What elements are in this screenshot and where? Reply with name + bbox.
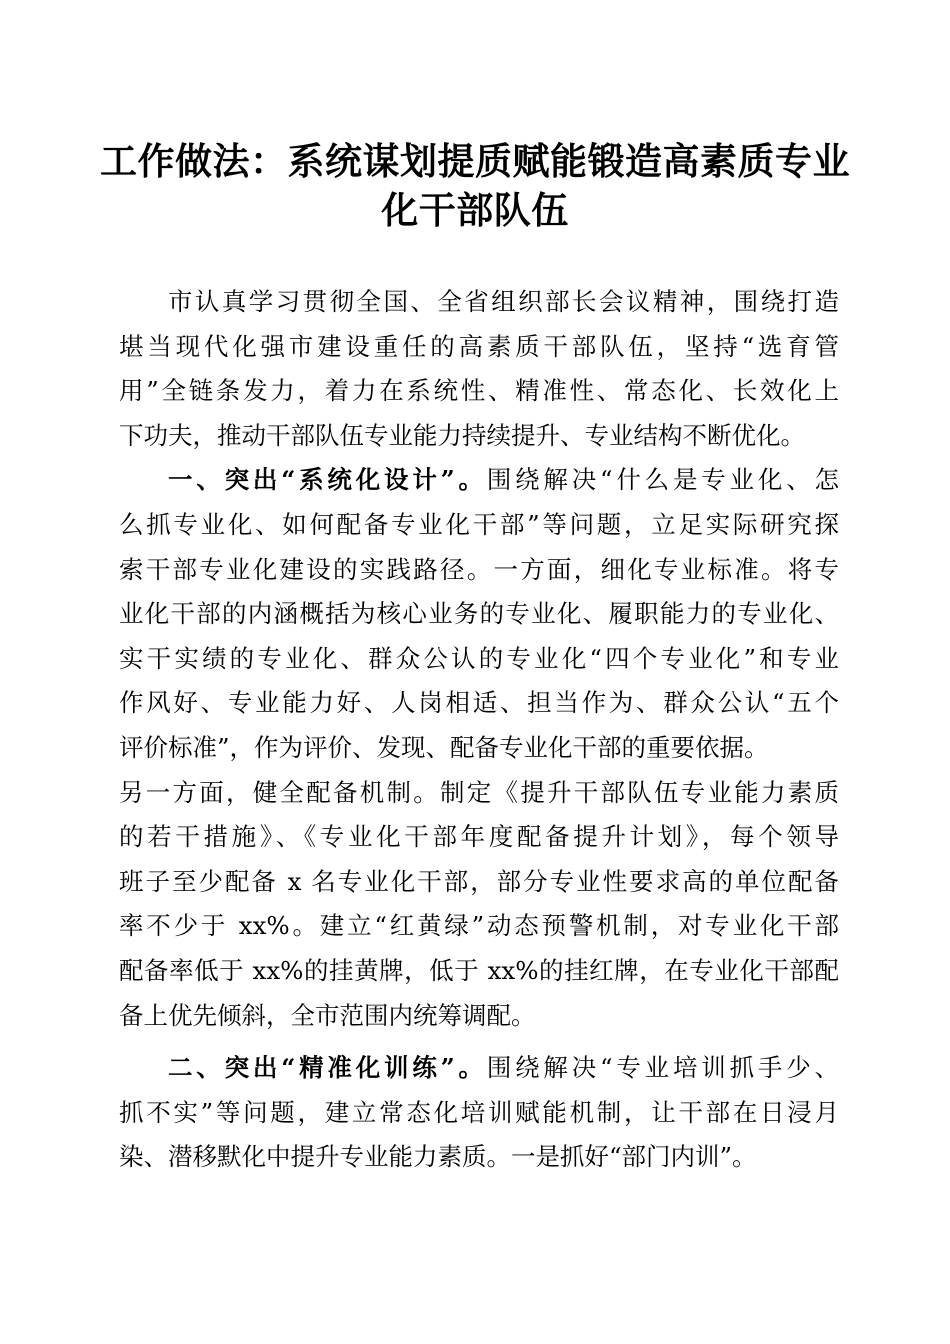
section1-line: 么抓专业化、如何配备专业化干部”等问题，立足实际研究探	[119, 509, 839, 539]
document-body	[119, 280, 839, 1180]
section1-line: 实干实绩的专业化、群众公认的专业化“四个专业化”和专业	[119, 643, 839, 673]
section1-line: 率不少于 xx%。建立“红黄绿”动态预警机制，对专业化干部	[119, 911, 839, 941]
section1-line: 配备率低于 xx%的挂黄牌，低于 xx%的挂红牌，在专业化干部配	[119, 955, 839, 985]
section1-first-line-text: 围绕解决“什么是专业化、怎	[486, 465, 839, 495]
section2-line: 抓不实”等问题，建立常态化培训赋能机制，让干部在日浸月	[119, 1097, 839, 1127]
section1-line: 作风好、专业能力好、人岗相适、担当作为、群众公认“五个	[119, 688, 839, 718]
section1-line: 业化干部的内涵概括为核心业务的专业化、履职能力的专业化、	[119, 599, 839, 629]
section1-line: 评价标准”，作为评价、发现、配备专业化干部的重要依据。	[119, 732, 769, 762]
intro-line: 下功夫，推动干部队伍专业能力持续提升、专业结构不断优化。	[119, 420, 805, 450]
intro-line: 市认真学习贯彻全国、全省组织部长会议精神，围绕打造	[168, 287, 839, 316]
page-title	[90, 137, 860, 235]
section1-line: 备上优先倾斜，全市范围内统筹调配。	[119, 1000, 536, 1030]
title-line-1: 工作做法：系统谋划提质赋能锻造高素质专业	[100, 139, 850, 183]
section2-line: 染、潜移默化中提升专业能力素质。一是抓好“部门内训”。	[119, 1142, 757, 1172]
section1-first-line	[119, 458, 839, 503]
section1-heading: 一、突出“系统化设计”。	[168, 465, 487, 495]
section1-line: 索干部专业化建设的实践路径。一方面，细化专业标准。将专	[119, 554, 839, 584]
section2-first-line	[119, 1046, 839, 1091]
intro-line: 堪当现代化强市建设重任的高素质干部队伍，坚持“选育管	[119, 331, 839, 361]
intro-line: 用”全链条发力，着力在系统性、精准性、常态化、长效化上	[119, 376, 839, 406]
section2-heading: 二、突出“精准化训练”。	[168, 1053, 487, 1083]
section1-line: 班子至少配备 x 名专业化干部，部分专业性要求高的单位配备	[119, 866, 839, 896]
title-line-2: 化干部队伍	[381, 188, 569, 232]
section2-first-line-text: 围绕解决“专业培训抓手少、	[486, 1053, 839, 1083]
section1-line: 的若干措施》、《专业化干部年度配备提升计划》，每个领导	[119, 822, 839, 852]
paragraph-gap	[119, 1038, 839, 1046]
section1-line: 另一方面，健全配备机制。制定《提升干部队伍专业能力素质	[119, 777, 839, 807]
